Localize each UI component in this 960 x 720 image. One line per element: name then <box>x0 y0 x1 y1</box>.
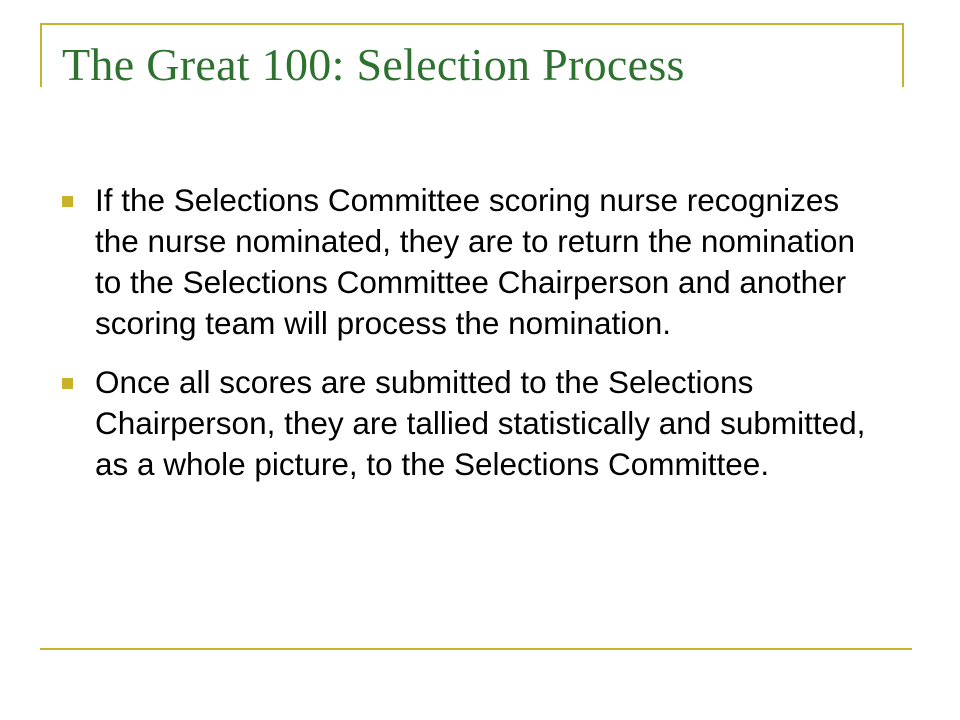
frame-top-rule <box>40 23 904 25</box>
frame-bottom-rule <box>40 648 912 650</box>
frame-right-rule <box>902 23 904 87</box>
bullet-text-1: If the Selections Committee scoring nurse recognizes the nurse nominated, they are to return the nomination to the Selections Committee Chairperson and another scoring team will process the nomination. <box>95 182 855 341</box>
bullet-item-1 <box>60 180 880 344</box>
square-bullet-icon <box>62 196 73 207</box>
slide-title: The Great 100: Selection Process <box>62 39 685 90</box>
bullet-text-2: Once all scores are submitted to the Selections Chairperson, they are tallied statistically and submitted, as a whole picture, to the Selections Committee. <box>95 364 866 482</box>
square-bullet-icon <box>62 378 73 389</box>
bullet-item-2 <box>60 362 880 485</box>
frame-left-rule <box>40 23 42 87</box>
bullet-list <box>60 180 880 503</box>
